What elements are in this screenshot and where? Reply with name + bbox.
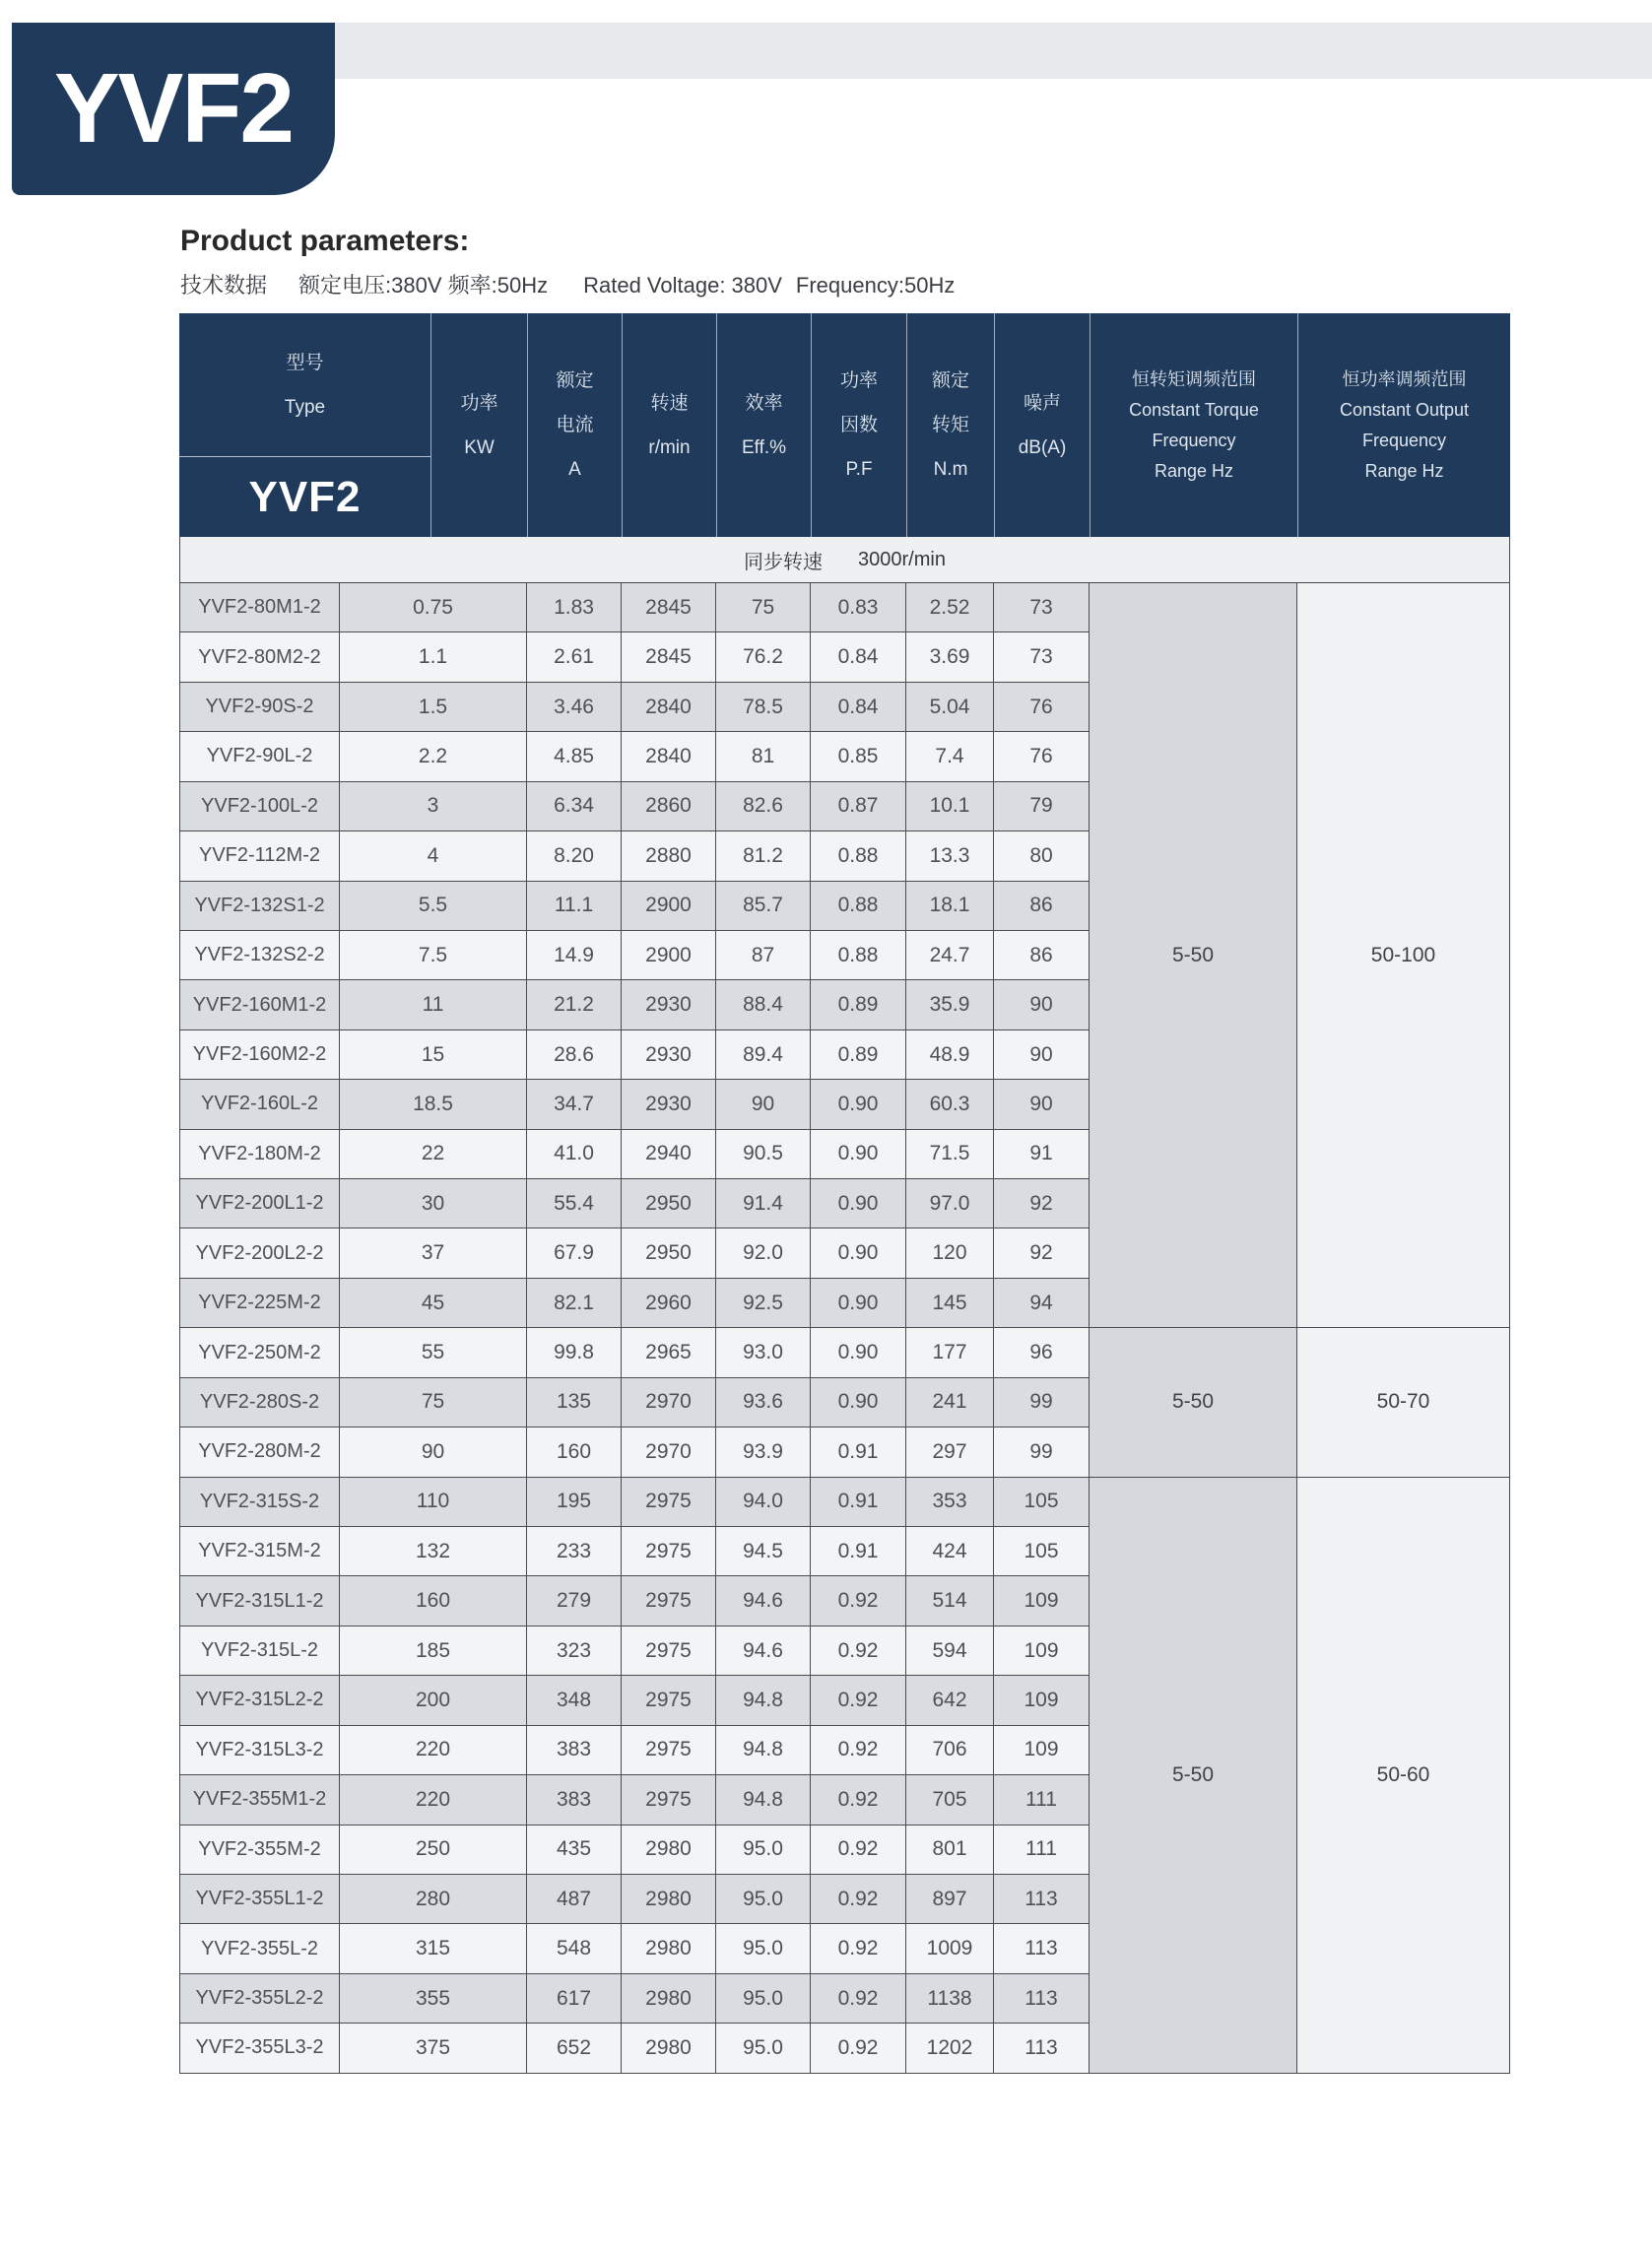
cell-power-kw: 15 [340, 1030, 527, 1080]
cell-noise-dba: 113 [994, 1875, 1090, 1924]
cell-rated-torque-nm: 3.69 [906, 632, 994, 682]
cell-power-factor: 0.89 [811, 1030, 906, 1080]
cell-rated-torque-nm: 2.52 [906, 583, 994, 632]
cell-speed-rmin: 2970 [622, 1378, 716, 1427]
cell-efficiency-pct: 75 [716, 583, 811, 632]
cell-speed-rmin: 2860 [622, 782, 716, 831]
cell-rated-current-a: 28.6 [527, 1030, 622, 1080]
cell-rated-current-a: 41.0 [527, 1130, 622, 1179]
cell-power-kw: 7.5 [340, 931, 527, 980]
cell-power-kw: 55 [340, 1328, 527, 1377]
cell-type: YVF2-160M2-2 [179, 1030, 340, 1080]
cell-noise-dba: 92 [994, 1179, 1090, 1228]
cell-efficiency-pct: 94.6 [716, 1626, 811, 1676]
cell-speed-rmin: 2840 [622, 683, 716, 732]
cell-efficiency-pct: 81.2 [716, 831, 811, 881]
cell-rated-current-a: 4.85 [527, 732, 622, 781]
cell-power-kw: 37 [340, 1228, 527, 1278]
cell-noise-dba: 113 [994, 1924, 1090, 1973]
cell-power-factor: 0.92 [811, 1875, 906, 1924]
cell-power-kw: 5.5 [340, 882, 527, 931]
cell-speed-rmin: 2975 [622, 1626, 716, 1676]
cell-rated-torque-nm: 10.1 [906, 782, 994, 831]
cell-power-factor: 0.83 [811, 583, 906, 632]
cell-type: YVF2-160M1-2 [179, 980, 340, 1029]
cell-noise-dba: 109 [994, 1626, 1090, 1676]
cell-type: YVF2-132S2-2 [179, 931, 340, 980]
cell-power-factor: 0.92 [811, 1826, 906, 1875]
cell-efficiency-pct: 93.6 [716, 1378, 811, 1427]
cell-rated-current-a: 6.34 [527, 782, 622, 831]
cell-type: YVF2-90S-2 [179, 683, 340, 732]
cell-rated-current-a: 1.83 [527, 583, 622, 632]
cell-power-factor: 0.84 [811, 632, 906, 682]
cell-power-kw: 185 [340, 1626, 527, 1676]
cell-noise-dba: 91 [994, 1130, 1090, 1179]
subtitle-voltage-frequency-cn: 额定电压:380V 频率:50Hz [298, 273, 549, 298]
subtitle-technical-data: 技术数据 [180, 273, 268, 298]
cell-power-kw: 200 [340, 1676, 527, 1725]
cell-power-kw: 132 [340, 1527, 527, 1576]
sync-speed-row [179, 537, 1510, 583]
cell-rated-torque-nm: 13.3 [906, 831, 994, 881]
cell-efficiency-pct: 81 [716, 732, 811, 781]
cell-power-kw: 3 [340, 782, 527, 831]
cell-power-factor: 0.85 [811, 732, 906, 781]
cell-efficiency-pct: 88.4 [716, 980, 811, 1029]
cell-power-factor: 0.91 [811, 1478, 906, 1527]
cell-power-factor: 0.90 [811, 1130, 906, 1179]
cell-rated-torque-nm: 18.1 [906, 882, 994, 931]
cell-power-factor: 0.92 [811, 1974, 906, 2024]
cell-type: YVF2-355M1-2 [179, 1775, 340, 1825]
col-header-power: 功率 KW [430, 313, 527, 537]
cell-speed-rmin: 2940 [622, 1130, 716, 1179]
cell-type: YVF2-315L-2 [179, 1626, 340, 1676]
cell-speed-rmin: 2960 [622, 1279, 716, 1328]
cell-rated-current-a: 135 [527, 1378, 622, 1427]
cell-efficiency-pct: 87 [716, 931, 811, 980]
cell-rated-current-a: 233 [527, 1527, 622, 1576]
cell-rated-current-a: 67.9 [527, 1228, 622, 1278]
group3-constant-torque-range: 5-50 [1090, 1478, 1297, 2074]
brand-badge-label: YVF2 [53, 53, 294, 164]
cell-speed-rmin: 2950 [622, 1179, 716, 1228]
cell-noise-dba: 111 [994, 1775, 1090, 1825]
cell-noise-dba: 109 [994, 1676, 1090, 1725]
cell-efficiency-pct: 93.9 [716, 1427, 811, 1477]
cell-type: YVF2-315L2-2 [179, 1676, 340, 1725]
cell-noise-dba: 109 [994, 1726, 1090, 1775]
cell-rated-torque-nm: 1202 [906, 2024, 994, 2073]
cell-power-factor: 0.90 [811, 1279, 906, 1328]
cell-rated-current-a: 160 [527, 1427, 622, 1477]
cell-rated-current-a: 323 [527, 1626, 622, 1676]
cell-noise-dba: 80 [994, 831, 1090, 881]
cell-type: YVF2-315L1-2 [179, 1576, 340, 1626]
cell-speed-rmin: 2900 [622, 882, 716, 931]
cell-power-factor: 0.84 [811, 683, 906, 732]
cell-noise-dba: 73 [994, 583, 1090, 632]
cell-power-kw: 22 [340, 1130, 527, 1179]
cell-rated-current-a: 2.61 [527, 632, 622, 682]
cell-speed-rmin: 2930 [622, 1080, 716, 1129]
cell-rated-current-a: 34.7 [527, 1080, 622, 1129]
cell-power-kw: 0.75 [340, 583, 527, 632]
cell-efficiency-pct: 95.0 [716, 1875, 811, 1924]
cell-rated-torque-nm: 424 [906, 1527, 994, 1576]
sync-speed-value: 3000r/min [858, 548, 946, 570]
cell-power-factor: 0.87 [811, 782, 906, 831]
cell-rated-torque-nm: 97.0 [906, 1179, 994, 1228]
cell-speed-rmin: 2980 [622, 1826, 716, 1875]
cell-power-factor: 0.90 [811, 1378, 906, 1427]
col-header-rated-torque: 额定 转矩 N.m [906, 313, 994, 537]
cell-type: YVF2-315M-2 [179, 1527, 340, 1576]
cell-efficiency-pct: 95.0 [716, 1974, 811, 2024]
cell-power-kw: 11 [340, 980, 527, 1029]
top-accent-bar [333, 23, 1652, 79]
cell-power-kw: 160 [340, 1576, 527, 1626]
cell-rated-torque-nm: 120 [906, 1228, 994, 1278]
cell-speed-rmin: 2975 [622, 1775, 716, 1825]
cell-speed-rmin: 2840 [622, 732, 716, 781]
cell-efficiency-pct: 94.8 [716, 1775, 811, 1825]
cell-power-kw: 75 [340, 1378, 527, 1427]
cell-speed-rmin: 2980 [622, 1924, 716, 1973]
subtitle-rated-voltage-en: Rated Voltage: 380V [583, 273, 782, 298]
cell-power-factor: 0.92 [811, 1775, 906, 1825]
cell-noise-dba: 113 [994, 1974, 1090, 2024]
cell-noise-dba: 79 [994, 782, 1090, 831]
cell-speed-rmin: 2845 [622, 632, 716, 682]
col-header-speed: 转速 r/min [622, 313, 716, 537]
cell-speed-rmin: 2980 [622, 2024, 716, 2073]
cell-power-kw: 1.5 [340, 683, 527, 732]
cell-power-factor: 0.92 [811, 1576, 906, 1626]
cell-power-factor: 0.90 [811, 1228, 906, 1278]
cell-rated-torque-nm: 594 [906, 1626, 994, 1676]
cell-power-factor: 0.92 [811, 1726, 906, 1775]
cell-efficiency-pct: 93.0 [716, 1328, 811, 1377]
cell-speed-rmin: 2970 [622, 1427, 716, 1477]
cell-rated-current-a: 487 [527, 1875, 622, 1924]
cell-efficiency-pct: 85.7 [716, 882, 811, 931]
group1-constant-torque-range: 5-50 [1090, 583, 1297, 1328]
cell-efficiency-pct: 92.5 [716, 1279, 811, 1328]
cell-type: YVF2-200L1-2 [179, 1179, 340, 1228]
cell-power-kw: 375 [340, 2024, 527, 2073]
group3-constant-output-range: 50-60 [1297, 1478, 1510, 2074]
cell-type: YVF2-160L-2 [179, 1080, 340, 1129]
cell-power-factor: 0.88 [811, 882, 906, 931]
cell-rated-torque-nm: 514 [906, 1576, 994, 1626]
page-title: Product parameters: [180, 225, 470, 257]
cell-noise-dba: 113 [994, 2024, 1090, 2073]
col-header-constant-output-range: 恒功率调频范围 Constant Output Frequency Range Hz [1297, 313, 1510, 537]
cell-type: YVF2-112M-2 [179, 831, 340, 881]
cell-type: YVF2-315S-2 [179, 1478, 340, 1527]
cell-efficiency-pct: 94.8 [716, 1726, 811, 1775]
cell-rated-torque-nm: 705 [906, 1775, 994, 1825]
cell-noise-dba: 94 [994, 1279, 1090, 1328]
cell-efficiency-pct: 94.0 [716, 1478, 811, 1527]
cell-noise-dba: 96 [994, 1328, 1090, 1377]
cell-rated-torque-nm: 1138 [906, 1974, 994, 2024]
page-subtitle [180, 269, 955, 299]
cell-rated-current-a: 279 [527, 1576, 622, 1626]
cell-power-kw: 220 [340, 1726, 527, 1775]
cell-noise-dba: 76 [994, 732, 1090, 781]
cell-type: YVF2-80M2-2 [179, 632, 340, 682]
cell-efficiency-pct: 76.2 [716, 632, 811, 682]
cell-rated-current-a: 3.46 [527, 683, 622, 732]
cell-speed-rmin: 2950 [622, 1228, 716, 1278]
cell-power-factor: 0.89 [811, 980, 906, 1029]
cell-type: YVF2-355L-2 [179, 1924, 340, 1973]
cell-noise-dba: 86 [994, 882, 1090, 931]
cell-efficiency-pct: 82.6 [716, 782, 811, 831]
type-header-en: Type [284, 396, 326, 418]
cell-noise-dba: 90 [994, 980, 1090, 1029]
cell-rated-torque-nm: 60.3 [906, 1080, 994, 1129]
cell-rated-current-a: 617 [527, 1974, 622, 2024]
cell-type: YVF2-250M-2 [179, 1328, 340, 1377]
cell-rated-current-a: 14.9 [527, 931, 622, 980]
cell-power-kw: 1.1 [340, 632, 527, 682]
cell-power-factor: 0.91 [811, 1427, 906, 1477]
cell-power-kw: 280 [340, 1875, 527, 1924]
col-header-noise: 噪声 dB(A) [994, 313, 1090, 537]
cell-type: YVF2-355L1-2 [179, 1875, 340, 1924]
cell-efficiency-pct: 94.6 [716, 1576, 811, 1626]
cell-rated-current-a: 82.1 [527, 1279, 622, 1328]
cell-power-kw: 250 [340, 1826, 527, 1875]
cell-rated-current-a: 348 [527, 1676, 622, 1725]
cell-rated-current-a: 383 [527, 1726, 622, 1775]
cell-rated-current-a: 383 [527, 1775, 622, 1825]
cell-rated-current-a: 435 [527, 1826, 622, 1875]
cell-rated-torque-nm: 297 [906, 1427, 994, 1477]
cell-noise-dba: 90 [994, 1080, 1090, 1129]
cell-rated-torque-nm: 71.5 [906, 1130, 994, 1179]
cell-type: YVF2-315L3-2 [179, 1726, 340, 1775]
sync-speed-label: 同步转速 [744, 551, 824, 573]
cell-type: YVF2-280M-2 [179, 1427, 340, 1477]
group1-constant-output-range: 50-100 [1297, 583, 1510, 1328]
cell-rated-torque-nm: 7.4 [906, 732, 994, 781]
cell-power-kw: 315 [340, 1924, 527, 1973]
cell-type: YVF2-180M-2 [179, 1130, 340, 1179]
cell-speed-rmin: 2965 [622, 1328, 716, 1377]
cell-rated-torque-nm: 145 [906, 1279, 994, 1328]
cell-rated-torque-nm: 353 [906, 1478, 994, 1527]
cell-speed-rmin: 2975 [622, 1576, 716, 1626]
cell-rated-torque-nm: 177 [906, 1328, 994, 1377]
cell-rated-torque-nm: 1009 [906, 1924, 994, 1973]
cell-power-factor: 0.90 [811, 1328, 906, 1377]
cell-power-kw: 90 [340, 1427, 527, 1477]
cell-noise-dba: 73 [994, 632, 1090, 682]
cell-power-kw: 220 [340, 1775, 527, 1825]
group2-constant-output-range: 50-70 [1297, 1328, 1510, 1477]
col-header-power-factor: 功率 因数 P.F [811, 313, 906, 537]
spec-table [179, 313, 1510, 2074]
cell-speed-rmin: 2900 [622, 931, 716, 980]
cell-speed-rmin: 2975 [622, 1726, 716, 1775]
cell-efficiency-pct: 91.4 [716, 1179, 811, 1228]
cell-noise-dba: 76 [994, 683, 1090, 732]
cell-efficiency-pct: 90.5 [716, 1130, 811, 1179]
cell-speed-rmin: 2975 [622, 1527, 716, 1576]
cell-speed-rmin: 2880 [622, 831, 716, 881]
cell-efficiency-pct: 95.0 [716, 2024, 811, 2073]
cell-efficiency-pct: 92.0 [716, 1228, 811, 1278]
col-header-constant-torque-range: 恒转矩调频范围 Constant Torque Frequency Range Hz [1090, 313, 1297, 537]
cell-power-factor: 0.88 [811, 931, 906, 980]
cell-rated-torque-nm: 706 [906, 1726, 994, 1775]
cell-type: YVF2-225M-2 [179, 1279, 340, 1328]
type-header-cn: 型号 [286, 352, 324, 373]
cell-rated-current-a: 195 [527, 1478, 622, 1527]
cell-type: YVF2-280S-2 [179, 1378, 340, 1427]
cell-type: YVF2-355M-2 [179, 1826, 340, 1875]
group2-constant-torque-range: 5-50 [1090, 1328, 1297, 1477]
cell-type: YVF2-355L2-2 [179, 1974, 340, 2024]
cell-power-kw: 4 [340, 831, 527, 881]
cell-speed-rmin: 2930 [622, 980, 716, 1029]
cell-rated-torque-nm: 241 [906, 1378, 994, 1427]
cell-power-factor: 0.91 [811, 1527, 906, 1576]
brand-badge [12, 23, 335, 195]
cell-speed-rmin: 2930 [622, 1030, 716, 1080]
cell-efficiency-pct: 78.5 [716, 683, 811, 732]
cell-rated-torque-nm: 24.7 [906, 931, 994, 980]
cell-rated-torque-nm: 897 [906, 1875, 994, 1924]
cell-power-factor: 0.88 [811, 831, 906, 881]
cell-rated-current-a: 55.4 [527, 1179, 622, 1228]
cell-power-kw: 2.2 [340, 732, 527, 781]
cell-type: YVF2-200L2-2 [179, 1228, 340, 1278]
cell-noise-dba: 90 [994, 1030, 1090, 1080]
col-header-rated-current: 额定 电流 A [527, 313, 622, 537]
cell-efficiency-pct: 94.5 [716, 1527, 811, 1576]
cell-rated-torque-nm: 801 [906, 1826, 994, 1875]
cell-noise-dba: 92 [994, 1228, 1090, 1278]
cell-rated-current-a: 21.2 [527, 980, 622, 1029]
cell-power-factor: 0.90 [811, 1080, 906, 1129]
cell-efficiency-pct: 94.8 [716, 1676, 811, 1725]
cell-efficiency-pct: 95.0 [716, 1924, 811, 1973]
cell-power-kw: 355 [340, 1974, 527, 2024]
cell-power-kw: 30 [340, 1179, 527, 1228]
cell-speed-rmin: 2975 [622, 1478, 716, 1527]
cell-rated-torque-nm: 35.9 [906, 980, 994, 1029]
cell-type: YVF2-132S1-2 [179, 882, 340, 931]
cell-type: YVF2-355L3-2 [179, 2024, 340, 2073]
cell-rated-current-a: 548 [527, 1924, 622, 1973]
cell-power-kw: 45 [340, 1279, 527, 1328]
cell-power-factor: 0.92 [811, 1676, 906, 1725]
cell-power-factor: 0.92 [811, 2024, 906, 2073]
cell-speed-rmin: 2845 [622, 583, 716, 632]
cell-speed-rmin: 2980 [622, 1974, 716, 2024]
cell-power-factor: 0.90 [811, 1179, 906, 1228]
cell-rated-current-a: 8.20 [527, 831, 622, 881]
type-header-labels [179, 313, 430, 456]
cell-power-factor: 0.92 [811, 1924, 906, 1973]
cell-noise-dba: 99 [994, 1378, 1090, 1427]
cell-noise-dba: 99 [994, 1427, 1090, 1477]
cell-power-kw: 110 [340, 1478, 527, 1527]
cell-noise-dba: 105 [994, 1478, 1090, 1527]
cell-noise-dba: 109 [994, 1576, 1090, 1626]
cell-noise-dba: 105 [994, 1527, 1090, 1576]
cell-speed-rmin: 2980 [622, 1875, 716, 1924]
col-header-efficiency: 效率 Eff.% [716, 313, 811, 537]
cell-efficiency-pct: 89.4 [716, 1030, 811, 1080]
cell-speed-rmin: 2975 [622, 1676, 716, 1725]
cell-type: YVF2-100L-2 [179, 782, 340, 831]
subtitle-frequency-en: Frequency:50Hz [795, 273, 956, 298]
cell-noise-dba: 111 [994, 1826, 1090, 1875]
cell-rated-current-a: 652 [527, 2024, 622, 2073]
cell-rated-torque-nm: 48.9 [906, 1030, 994, 1080]
cell-type: YVF2-90L-2 [179, 732, 340, 781]
series-name: YVF2 [179, 456, 430, 537]
cell-type: YVF2-80M1-2 [179, 583, 340, 632]
cell-noise-dba: 86 [994, 931, 1090, 980]
cell-rated-torque-nm: 642 [906, 1676, 994, 1725]
cell-rated-current-a: 11.1 [527, 882, 622, 931]
col-header-type [179, 313, 430, 537]
cell-rated-torque-nm: 5.04 [906, 683, 994, 732]
cell-rated-current-a: 99.8 [527, 1328, 622, 1377]
cell-efficiency-pct: 95.0 [716, 1826, 811, 1875]
cell-power-kw: 18.5 [340, 1080, 527, 1129]
cell-power-factor: 0.92 [811, 1626, 906, 1676]
cell-efficiency-pct: 90 [716, 1080, 811, 1129]
